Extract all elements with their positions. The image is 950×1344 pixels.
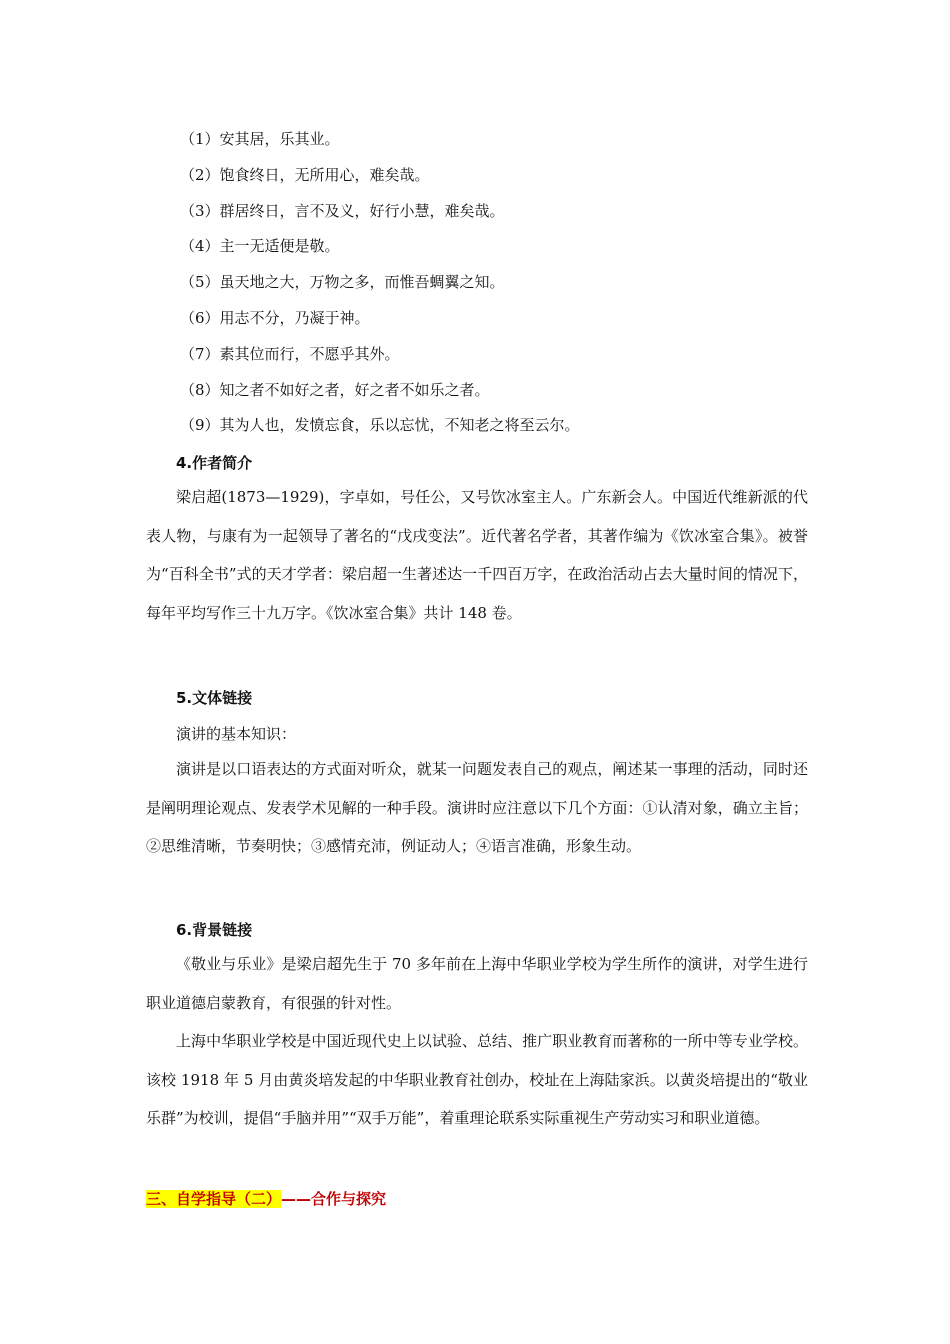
- list-item: （6）用志不分，乃凝于神。: [180, 308, 370, 327]
- list-item: （1）安其居，乐其业。: [180, 130, 340, 148]
- background-paragraph-1: 《敬业与乐业》是梁启超先生于 70 多年前在上海中华职业学校为学生所作的演讲，对学生进行职业道德启蒙教育，有很强的针对性。: [146, 955, 808, 1012]
- list-item: （2）饱食终日，无所用心，难矣哉。: [180, 165, 430, 184]
- section-three-title: [146, 1188, 386, 1209]
- section-heading-background: 6.背景链接: [176, 921, 253, 939]
- list-item: （4）主一无适便是敬。: [180, 237, 340, 256]
- list-item: （5）虽天地之大，万物之多，而惟吾蜩翼之知。: [180, 273, 505, 292]
- author-paragraph: 梁启超(1873—1929)，字卓如，号任公，又号饮冰室主人。广东新会人。中国近代维新派的代表人物，与康有为一起领导了著名的“戊戌变法”。近代著名学者，其著作编为《饮冰室合集》。被誉为“百科全书”式的天才学者：梁启超一生著述达一千四百万字，在政治活动占去大量时间的情况下，每年平均写作三十九万字。《饮冰室合集》共计 148 卷。: [146, 488, 808, 622]
- genre-subtitle: 演讲的基本知识：: [176, 725, 297, 743]
- background-paragraph-2: 上海中华职业学校是中国近现代史上以试验、总结、推广职业教育而著称的一所中等专业学校。该校 1918 年 5 月由黄炎培发起的中华职业教育社创办，校址在上海陆家浜。以黄炎培提出的“敬业乐群”为校训，提倡“手脑并用”“双手万能”，着重理论联系实际重视生产劳动实习和职业道德。: [146, 1032, 808, 1127]
- genre-paragraph: 演讲是以口语表达的方式面对听众，就某一问题发表自己的观点，阐述某一事理的活动，同时还是阐明理论观点、发表学术见解的一种手段。演讲时应注意以下几个方面：①认清对象，确立主旨；②思维清晰，节奏明快；③感情充沛，例证动人；④语言准确，形象生动。: [146, 760, 808, 855]
- list-item: （8）知之者不如好之者，好之者不如乐之者。: [180, 380, 490, 399]
- section-heading-genre: 5.文体链接: [176, 689, 253, 707]
- list-item: （9）其为人也，发愤忘食，乐以忘忧，不知老之将至云尔。: [180, 416, 580, 435]
- list-item: （3）群居终日，言不及义，好行小慧，难矣哉。: [180, 201, 505, 220]
- section-heading-author: 4.作者简介: [176, 454, 253, 472]
- quote-list: [180, 122, 820, 444]
- highlighted-title: 三、自学指导（二）: [146, 1190, 282, 1208]
- title-rest: ——合作与探究: [281, 1190, 387, 1208]
- list-item: （7）素其位而行，不愿乎其外。: [180, 344, 400, 363]
